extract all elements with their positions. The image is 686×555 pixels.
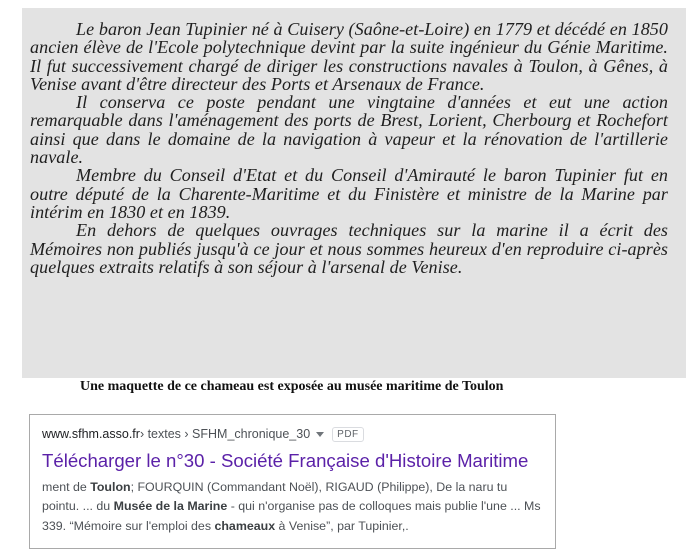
snippet-highlight: Musée de la Marine: [113, 499, 228, 514]
snippet-highlight: chameaux: [214, 518, 276, 533]
snippet-text: à Venise”, par Tupinier,.: [275, 518, 409, 533]
paragraph-council: Membre du Conseil d'Etat et du Conseil d'Amirauté le baron Tupinier fut en outre député de la Charente-Maritime et du Finistère et ministre de la Marine par intérim en 1830 et en 1839.: [30, 165, 668, 222]
result-snippet: [42, 478, 543, 536]
paragraph-memoirs: En dehors de quelques ouvrages techniques sur la marine il a écrit des Mémoires non publiés jusqu'à ce jour et nous sommes heureux d'en reproduire ci-après quelques extraits relatifs à son séjour à l'arsenal de Venise.: [30, 220, 668, 277]
snippet-text: ; FOURQUIN (Commandant Noël), RIGAUD (Philippe), De la naru tu pointu. ... du: [42, 480, 508, 514]
result-site[interactable]: www.sfhm.asso.fr: [42, 427, 140, 441]
result-breadcrumb: [42, 425, 543, 443]
snippet-highlight: Toulon: [90, 480, 131, 494]
snippet-text: ment de: [42, 480, 91, 494]
pdf-badge: PDF: [332, 427, 364, 442]
chevron-down-icon[interactable]: [316, 432, 324, 437]
result-title-link[interactable]: Télécharger le n°30 - Société Française d'Histoire Maritime: [42, 450, 529, 471]
snippet-text: - qui n'organise pas de colloques mais publie l'une ... Ms 339. “Mémoire sur l'emploi des: [42, 499, 541, 533]
scanned-text-excerpt: [22, 8, 686, 378]
caption: Une maquette de ce chameau est exposée au musée maritime de Toulon: [80, 379, 504, 394]
paragraph-biography: Le baron Jean Tupinier né à Cuisery (Saône-et-Loire) en 1779 et décédé en 1850 ancien élève de l'Ecole polytechnique devint par la suite ingénieur du Génie Maritime. Il fut successivement chargé de diriger les constructions navales à Toulon, à Gênes, à Venise avant d'être directeur des Ports et Arsenaux de France.: [30, 19, 668, 94]
paragraph-career: Il conserva ce poste pendant une vingtaine d'années et eut une action remarquable dans l'aménagement des ports de Brest, Lorient, Cherbourg et Rochefort ainsi que dans le domaine de la navigation à vapeur et la rénovation de l'artillerie navale.: [30, 92, 668, 168]
search-result-card: [29, 414, 556, 549]
result-path[interactable]: › textes › SFHM_chronique_30: [139, 427, 311, 441]
